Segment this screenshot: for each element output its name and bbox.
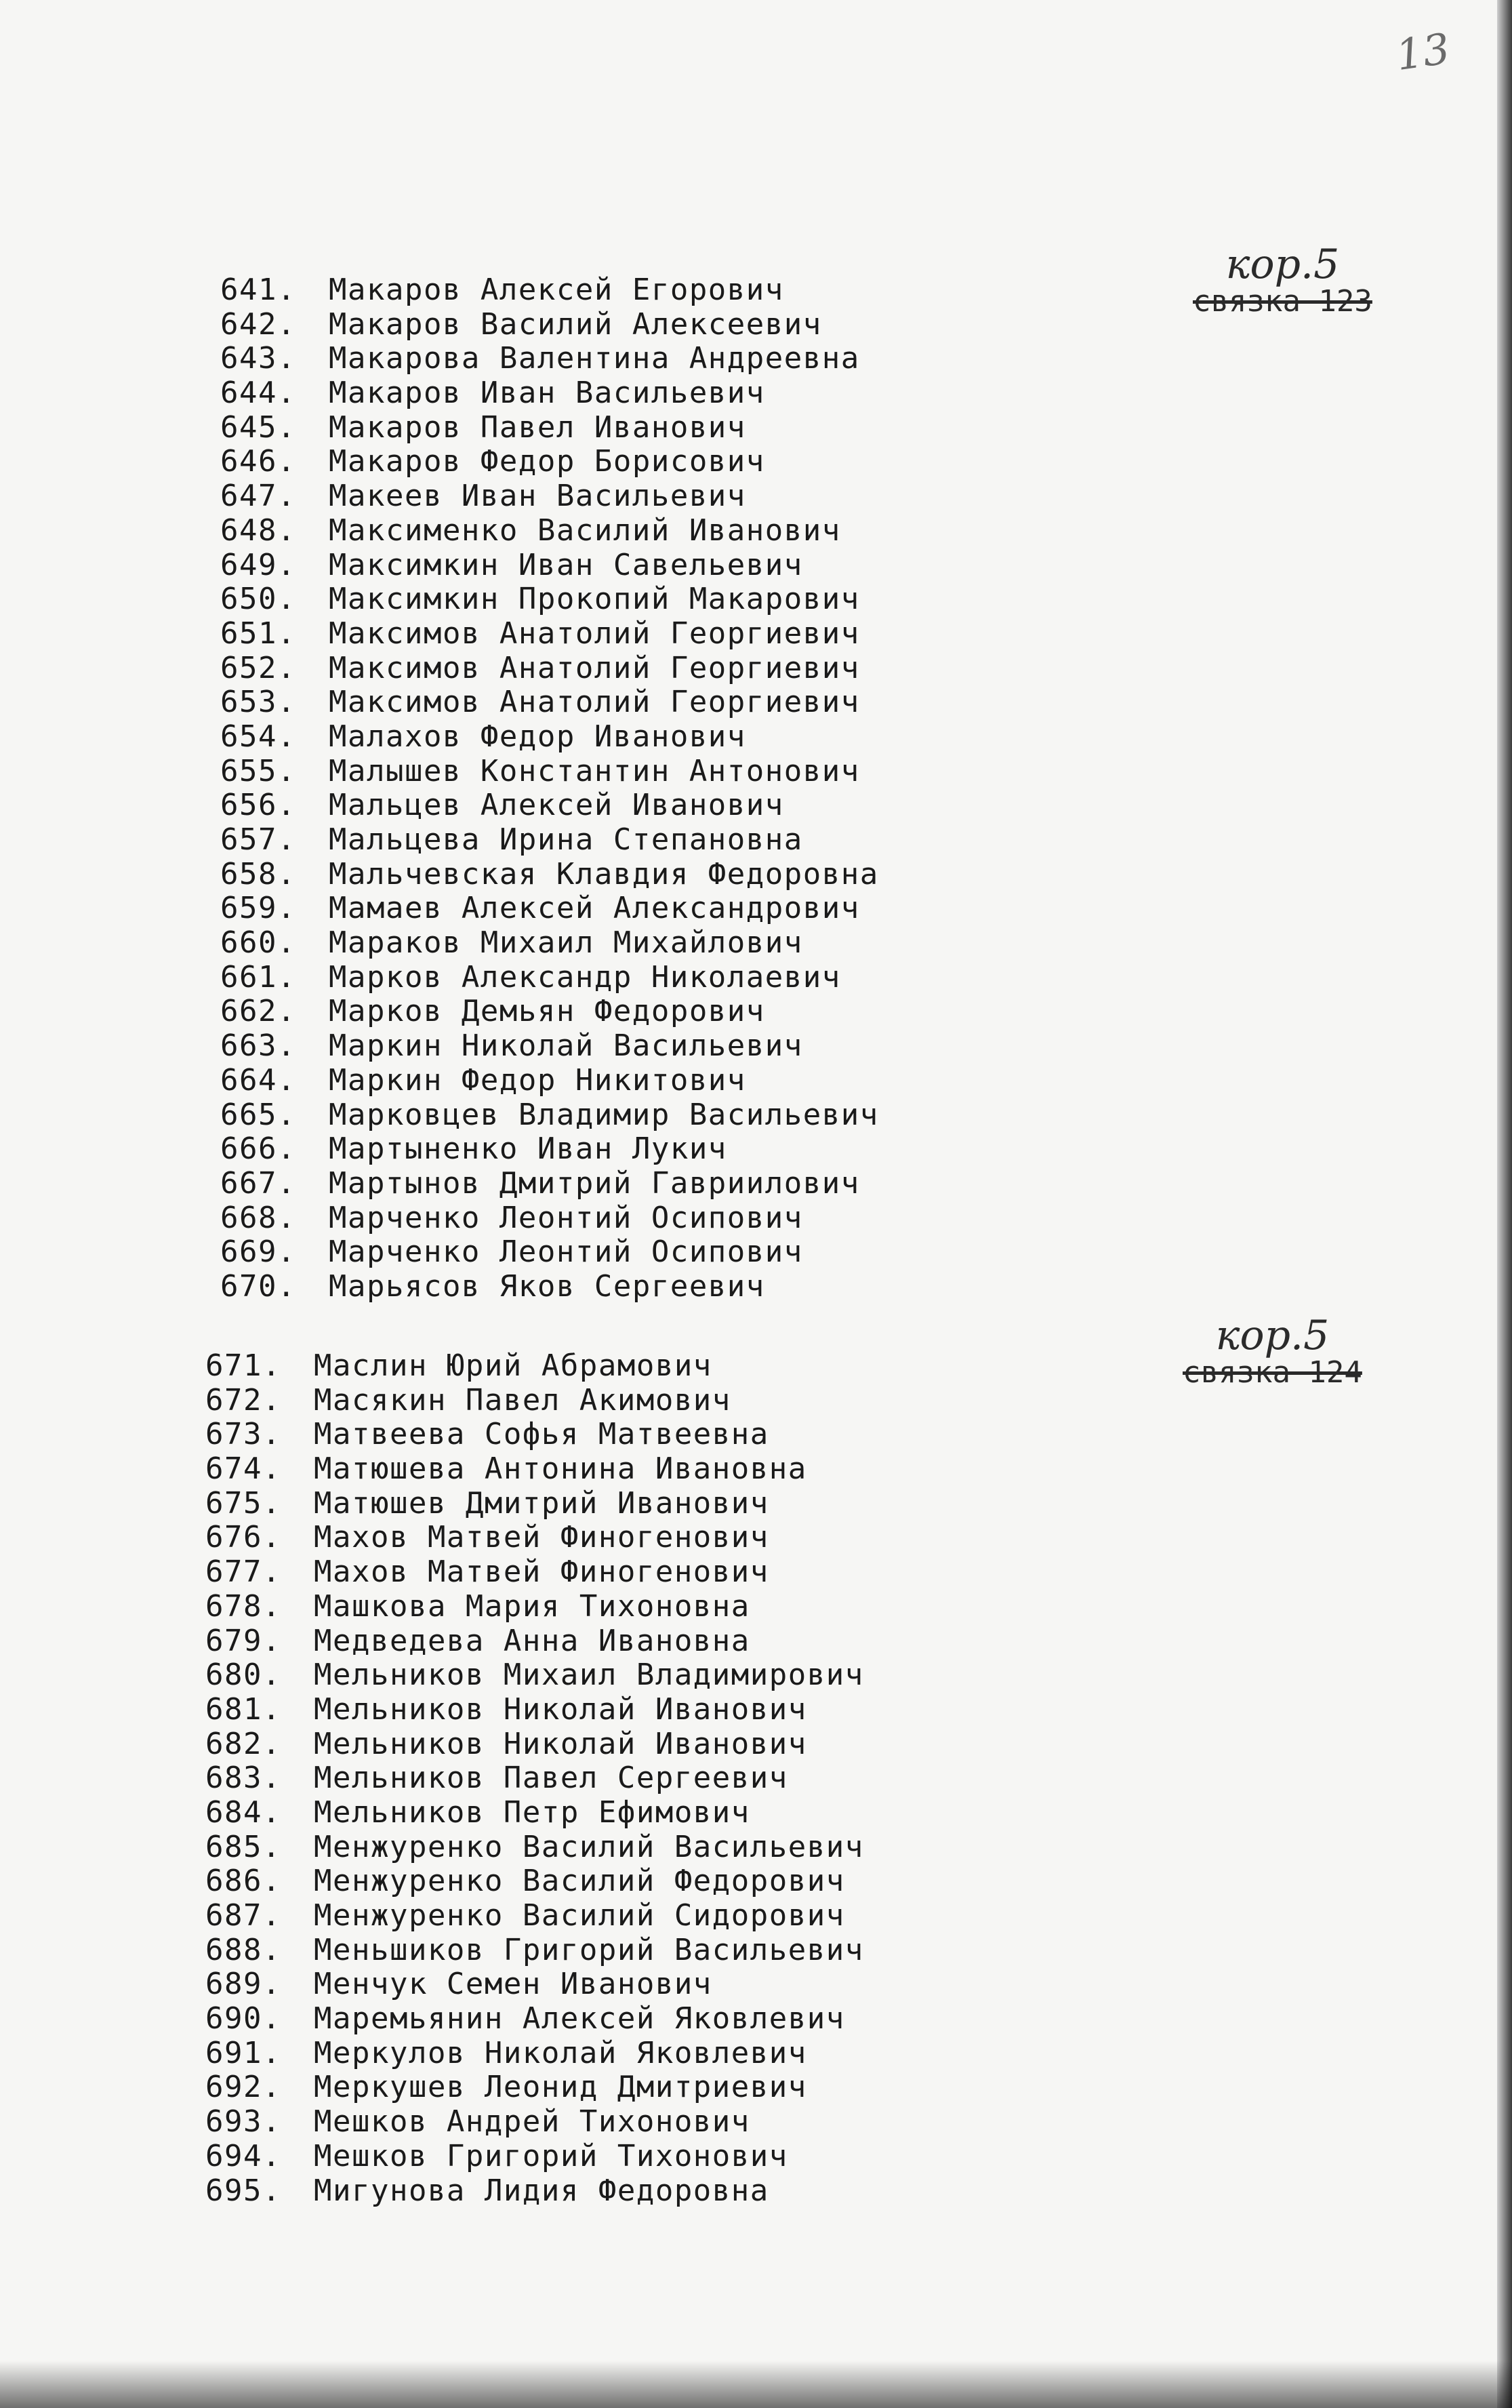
- entry-number: 675.: [205, 1485, 281, 1521]
- entry-number: 643.: [220, 341, 296, 376]
- entry-name: Менчук Семен Иванович: [314, 1967, 712, 2002]
- entry-name: Макарова Валентина Андреевна: [329, 341, 860, 376]
- list-item: [220, 858, 879, 892]
- entry-number: 673.: [205, 1417, 281, 1452]
- entry-name: Мешков Андрей Тихонович: [314, 2104, 750, 2140]
- list-item: [220, 720, 879, 755]
- box-annotation-1: [1193, 241, 1372, 319]
- entry-number: 642.: [220, 306, 296, 342]
- list-item: [205, 2002, 864, 2036]
- list-item: [220, 685, 879, 720]
- page-number: 13: [1393, 23, 1453, 81]
- entry-number: 678.: [205, 1588, 281, 1624]
- list-item: [220, 1201, 879, 1236]
- entry-name: Макаров Павел Иванович: [329, 409, 746, 445]
- entry-number: 670.: [220, 1268, 296, 1304]
- entry-number: 641.: [220, 273, 296, 307]
- entry-number: 657.: [220, 822, 296, 857]
- list-item: [205, 1693, 864, 1727]
- entry-name: Маслин Юрий Абрамович: [314, 1348, 712, 1383]
- entry-name: Мартыненко Иван Лукич: [329, 1131, 727, 1167]
- list-item: [205, 1521, 864, 1555]
- entry-name: Меркулов Николай Яковлевич: [314, 2035, 807, 2070]
- entry-number: 695.: [205, 2173, 281, 2208]
- entry-name: Мальчевская Клавдия Федоровна: [329, 856, 879, 891]
- entry-name: Махов Матвей Финогенович: [314, 1554, 769, 1590]
- entry-number: 686.: [205, 1864, 281, 1899]
- entry-number: 680.: [205, 1658, 281, 1693]
- entry-number: 653.: [220, 685, 296, 720]
- list-item: [205, 1796, 864, 1830]
- entry-number: 663.: [220, 1028, 296, 1064]
- entry-number: 645.: [220, 409, 296, 445]
- entry-name: Мартынов Дмитрий Гавриилович: [329, 1165, 860, 1201]
- list-item: [205, 1830, 864, 1865]
- entry-name: Мешков Григорий Тихонович: [314, 2138, 788, 2173]
- list-item: [220, 1029, 879, 1064]
- entry-number: 658.: [220, 856, 296, 891]
- entry-name: Меньшиков Григорий Васильевич: [314, 1932, 864, 1967]
- entry-number: 649.: [220, 547, 296, 582]
- entry-name: Малахов Федор Иванович: [329, 719, 746, 754]
- list-item: [220, 1132, 879, 1167]
- list-item: [220, 376, 879, 411]
- entry-number: 650.: [220, 582, 296, 617]
- entry-number: 674.: [205, 1451, 281, 1487]
- entry-number: 647.: [220, 479, 296, 514]
- entry-name: Менжуренко Василий Васильевич: [314, 1829, 864, 1864]
- entry-name: Мельников Петр Ефимович: [314, 1794, 750, 1830]
- entry-name: Марченко Леонтий Осипович: [329, 1235, 803, 1270]
- entry-name: Макаров Василий Алексеевич: [329, 306, 822, 342]
- list-item: [220, 273, 879, 308]
- entry-number: 672.: [205, 1382, 281, 1418]
- entry-name: Максименко Василий Иванович: [329, 513, 841, 548]
- entry-number: 654.: [220, 719, 296, 754]
- entry-name: Максимов Анатолий Георгиевич: [329, 685, 860, 720]
- list-item: [220, 308, 879, 342]
- handwritten-box-label: кор.5: [1215, 1312, 1330, 1359]
- entry-name: Маркин Федор Никитович: [329, 1062, 746, 1098]
- list-item: [220, 548, 879, 583]
- list-item: [220, 1098, 879, 1133]
- entry-number: 685.: [205, 1829, 281, 1864]
- entry-number: 664.: [220, 1062, 296, 1098]
- scan-edge-right: [1497, 0, 1512, 2408]
- list-item: [220, 445, 879, 479]
- list-item: [205, 2036, 864, 2071]
- entry-number: 689.: [205, 1967, 281, 2002]
- entry-number: 693.: [205, 2104, 281, 2140]
- entry-number: 665.: [220, 1097, 296, 1132]
- entry-name: Мараков Михаил Михайлович: [329, 925, 803, 961]
- entry-name: Медведева Анна Ивановна: [314, 1623, 750, 1658]
- entry-number: 688.: [205, 1932, 281, 1967]
- entry-name: Максимкин Прокопий Макарович: [329, 582, 860, 617]
- list-item: [205, 2140, 864, 2174]
- list-item: [205, 1418, 864, 1452]
- entry-number: 660.: [220, 925, 296, 961]
- entry-number: 662.: [220, 994, 296, 1029]
- entry-name: Мельников Михаил Владимирович: [314, 1658, 864, 1693]
- list-item: [205, 1452, 864, 1487]
- list-item: [205, 1590, 864, 1624]
- entry-name: Марковцев Владимир Васильевич: [329, 1097, 879, 1132]
- entry-name: Маркин Николай Васильевич: [329, 1028, 803, 1064]
- entry-number: 648.: [220, 513, 296, 548]
- entry-name: Масякин Павел Акимович: [314, 1382, 731, 1418]
- entry-name: Максимов Анатолий Георгиевич: [329, 650, 860, 685]
- entry-number: 661.: [220, 959, 296, 995]
- entry-name: Мигунова Лидия Федоровна: [314, 2173, 769, 2208]
- entry-name: Менжуренко Василий Федорович: [314, 1864, 845, 1899]
- entry-name: Марченко Леонтий Осипович: [329, 1200, 803, 1235]
- list-item: [220, 1235, 879, 1270]
- list-item: [205, 2105, 864, 2140]
- entry-number: 690.: [205, 2001, 281, 2036]
- entry-number: 671.: [205, 1348, 281, 1383]
- entry-name: Марьясов Яков Сергеевич: [329, 1268, 765, 1304]
- list-item: [220, 926, 879, 961]
- entry-number: 667.: [220, 1165, 296, 1201]
- list-item: [220, 755, 879, 789]
- entry-number: 682.: [205, 1726, 281, 1761]
- entry-name: Матюшева Антонина Ивановна: [314, 1451, 807, 1487]
- list-item: [205, 2174, 864, 2209]
- entry-number: 655.: [220, 753, 296, 788]
- entry-name: Маремьянин Алексей Яковлевич: [314, 2001, 845, 2036]
- entry-name: Мальцев Алексей Иванович: [329, 788, 784, 823]
- entry-name: Максимкин Иван Савельевич: [329, 547, 803, 582]
- entry-number: 681.: [205, 1691, 281, 1727]
- entry-number: 676.: [205, 1520, 281, 1555]
- entry-name: Мальцева Ирина Степановна: [329, 822, 803, 857]
- list-item: [205, 1727, 864, 1762]
- list-item: [220, 961, 879, 995]
- entry-number: 679.: [205, 1623, 281, 1658]
- entry-name: Макаров Иван Васильевич: [329, 376, 765, 411]
- struck-bundle-label: связка 124: [1183, 1355, 1362, 1390]
- entry-name: Меркушев Леонид Дмитриевич: [314, 2070, 807, 2105]
- entry-number: 652.: [220, 650, 296, 685]
- entry-number: 677.: [205, 1554, 281, 1590]
- list-item: [205, 2070, 864, 2105]
- handwritten-box-label: кор.5: [1225, 241, 1340, 288]
- struck-bundle-label: связка 123: [1193, 284, 1372, 319]
- entry-name: Марков Демьян Федорович: [329, 994, 765, 1029]
- list-item: [220, 479, 879, 514]
- entry-name: Мельников Николай Иванович: [314, 1726, 807, 1761]
- list-item: [220, 995, 879, 1029]
- list-item: [220, 891, 879, 926]
- name-list-block-2: [205, 1349, 864, 2208]
- list-item: [220, 582, 879, 617]
- list-item: [205, 1384, 864, 1418]
- list-item: [205, 1899, 864, 1933]
- list-item: [205, 1349, 864, 1384]
- list-item: [205, 1624, 864, 1659]
- list-item: [205, 1933, 864, 1968]
- entry-name: Матюшев Дмитрий Иванович: [314, 1485, 769, 1521]
- entry-number: 692.: [205, 2070, 281, 2105]
- scan-edge-bottom: [0, 2361, 1512, 2408]
- list-item: [220, 1064, 879, 1098]
- entry-number: 659.: [220, 891, 296, 926]
- list-item: [205, 1864, 864, 1899]
- entry-number: 687.: [205, 1898, 281, 1933]
- entry-name: Махов Матвей Финогенович: [314, 1520, 769, 1555]
- entry-number: 651.: [220, 616, 296, 651]
- entry-name: Малышев Константин Антонович: [329, 753, 860, 788]
- list-item: [205, 1761, 864, 1796]
- list-item: [220, 1167, 879, 1201]
- box-annotation-2: [1183, 1312, 1362, 1390]
- list-item: [205, 1555, 864, 1590]
- entry-name: Мельников Павел Сергеевич: [314, 1761, 788, 1796]
- list-item: [220, 651, 879, 686]
- entry-name: Макаров Алексей Егорович: [329, 273, 784, 307]
- list-item: [220, 788, 879, 823]
- entry-name: Максимов Анатолий Георгиевич: [329, 616, 860, 651]
- entry-name: Машкова Мария Тихоновна: [314, 1588, 750, 1624]
- entry-number: 666.: [220, 1131, 296, 1167]
- entry-number: 656.: [220, 788, 296, 823]
- entry-number: 668.: [220, 1200, 296, 1235]
- list-item: [220, 1270, 879, 1304]
- list-item: [220, 617, 879, 651]
- list-item: [220, 342, 879, 376]
- entry-name: Мамаев Алексей Александрович: [329, 891, 860, 926]
- list-item: [220, 411, 879, 445]
- entry-name: Макаров Федор Борисович: [329, 444, 765, 479]
- entry-name: Менжуренко Василий Сидорович: [314, 1898, 845, 1933]
- entry-number: 646.: [220, 444, 296, 479]
- entry-number: 683.: [205, 1761, 281, 1796]
- entry-name: Матвеева Софья Матвеевна: [314, 1417, 769, 1452]
- entry-number: 694.: [205, 2138, 281, 2173]
- entry-name: Мельников Николай Иванович: [314, 1691, 807, 1727]
- entry-number: 669.: [220, 1235, 296, 1270]
- list-item: [205, 1487, 864, 1521]
- entry-name: Макеев Иван Васильевич: [329, 479, 746, 514]
- entry-number: 691.: [205, 2035, 281, 2070]
- entry-number: 684.: [205, 1794, 281, 1830]
- entry-number: 644.: [220, 376, 296, 411]
- list-item: [220, 514, 879, 548]
- entry-name: Марков Александр Николаевич: [329, 959, 841, 995]
- list-item: [220, 823, 879, 858]
- list-item: [205, 1967, 864, 2002]
- name-list-block-1: [220, 273, 879, 1304]
- list-item: [205, 1658, 864, 1693]
